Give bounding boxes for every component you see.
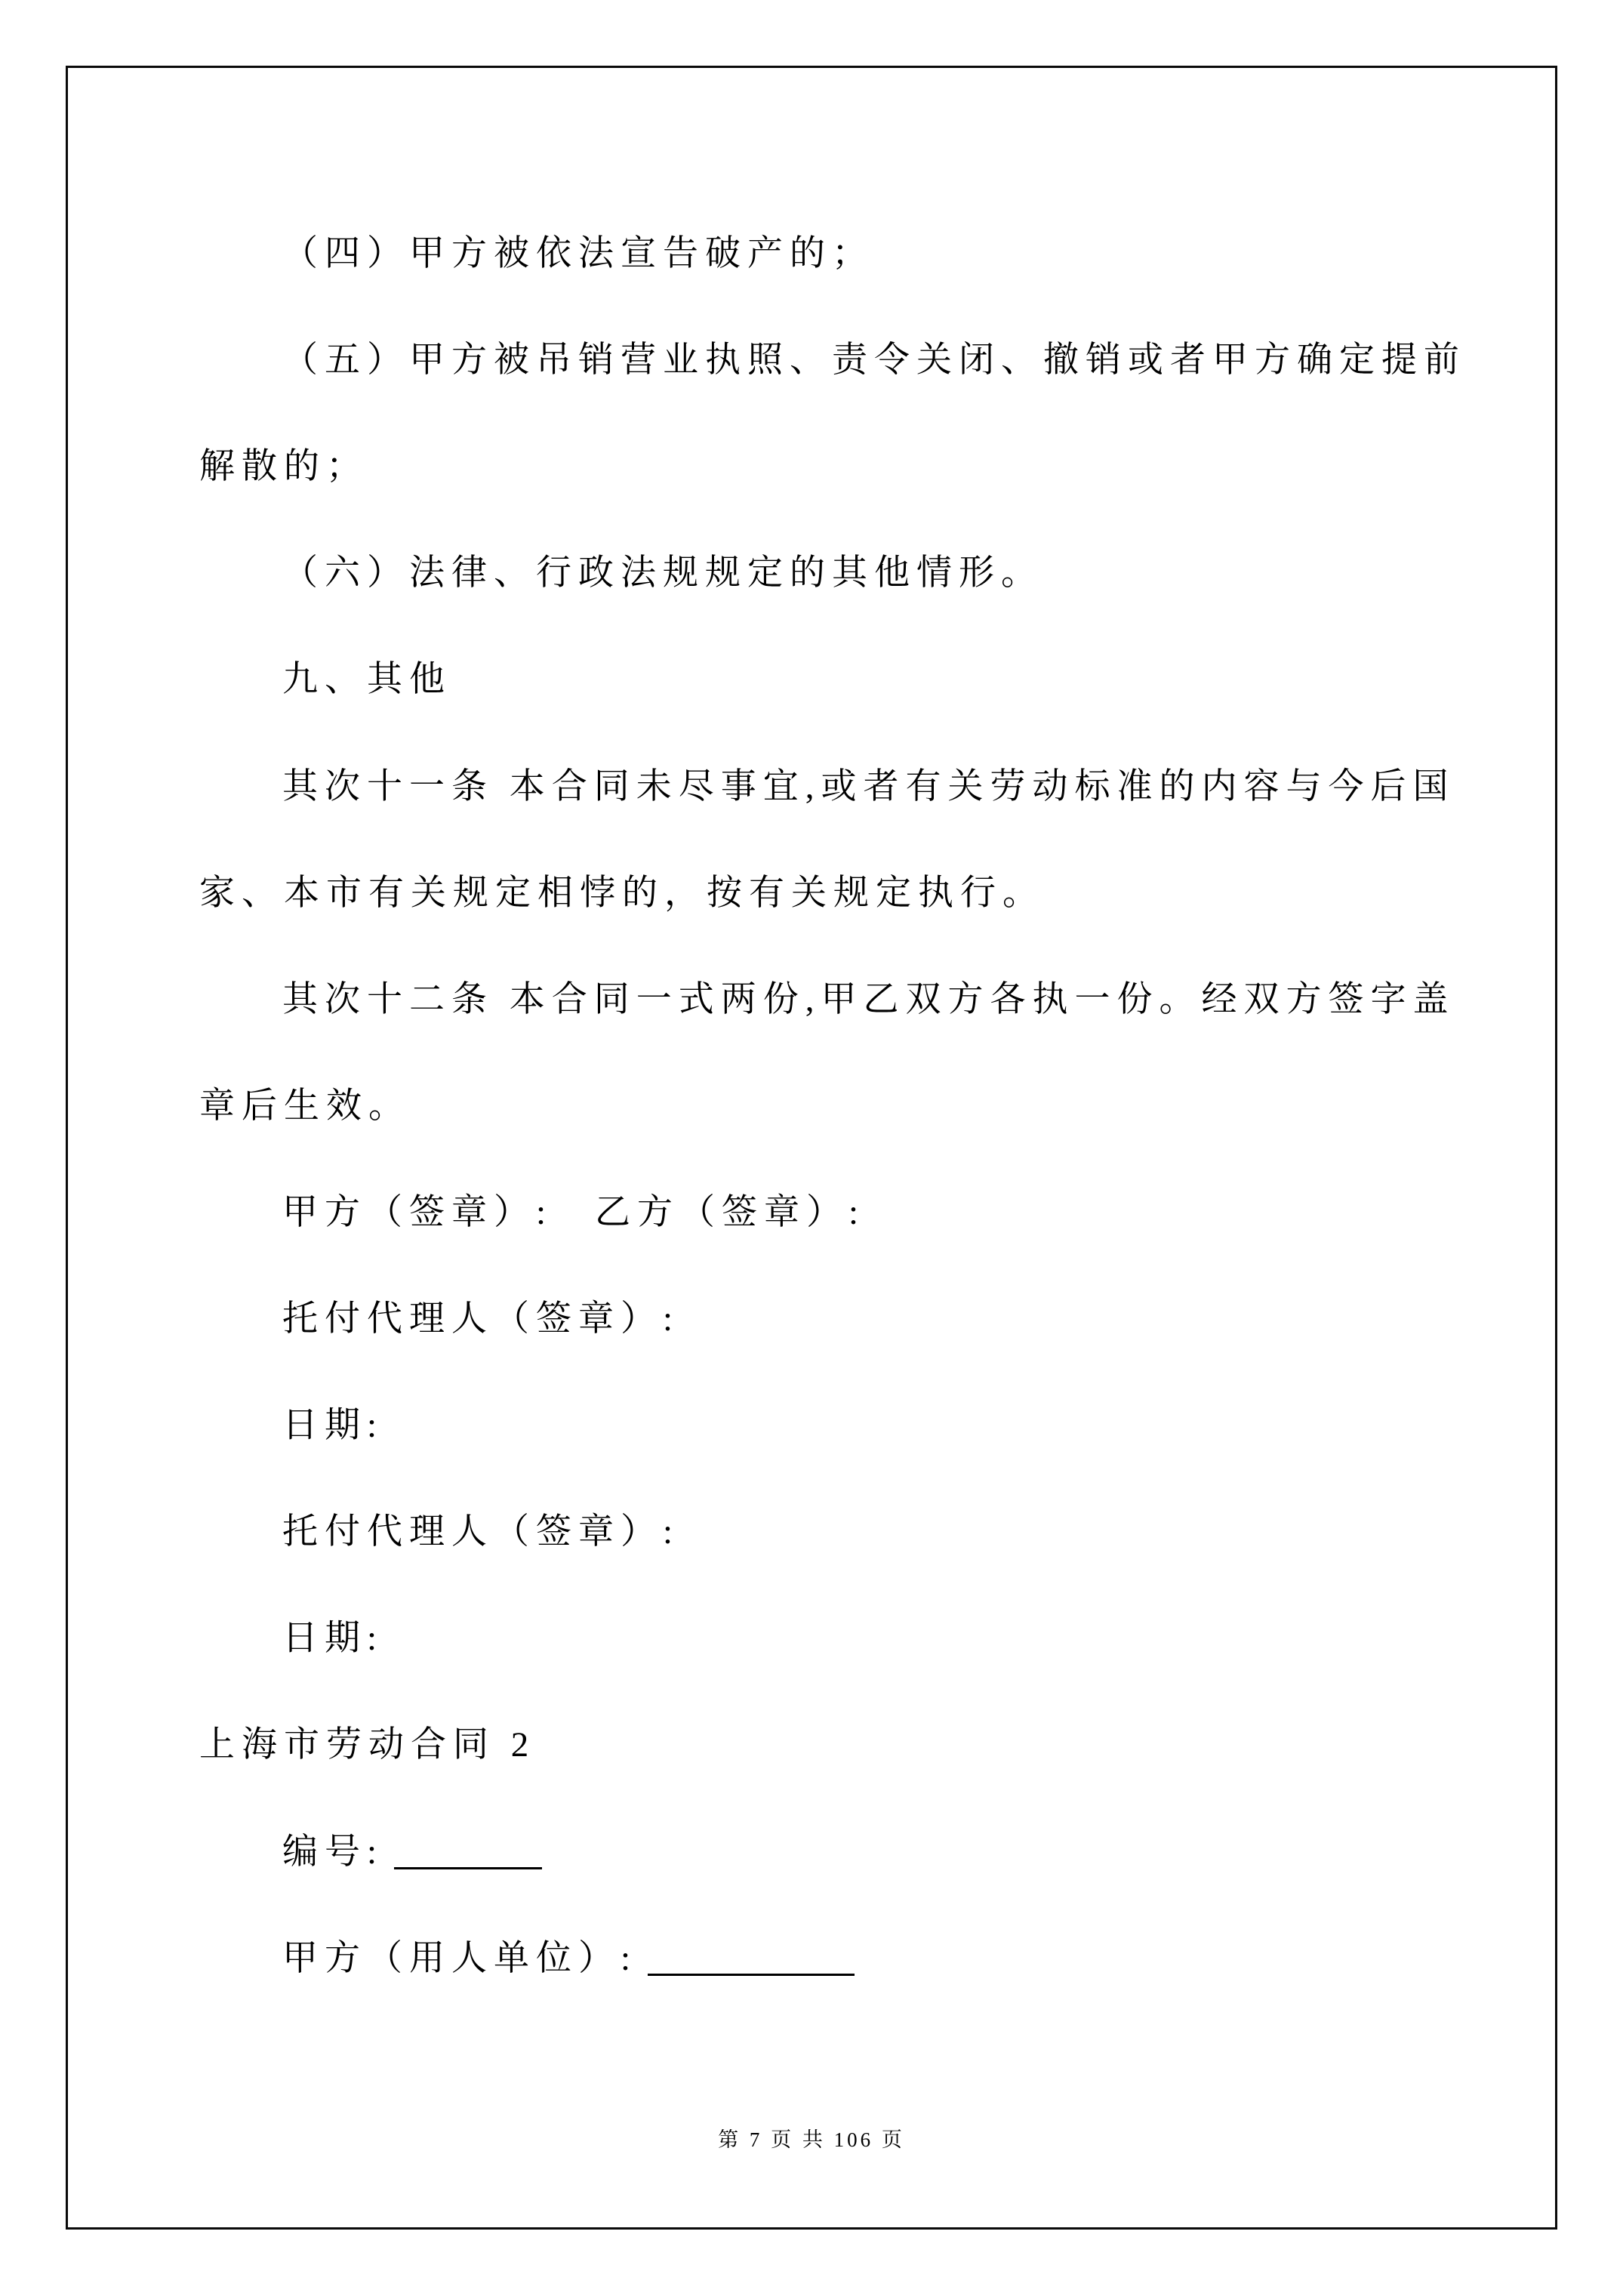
text-line: 其次十一条 本合同未尽事宜,或者有关劳动标准的内容与今后国 — [282, 767, 1455, 806]
text-line: 日期: — [282, 1619, 384, 1658]
blank-underline — [648, 1974, 855, 1976]
text-line: 托付代理人（签章）: — [282, 1299, 680, 1339]
text-line: （五）甲方被吊销营业执照、责令关闭、撤销或者甲方确定提前 — [282, 341, 1466, 380]
text-line: 其次十二条 本合同一式两份,甲乙双方各执一份。经双方签字盖 — [282, 980, 1455, 1019]
text-line: 解散的； — [199, 447, 368, 486]
text-line: 编号: — [282, 1829, 542, 1875]
text-line: 托付代理人（签章）: — [282, 1512, 680, 1552]
blank-underline — [394, 1867, 542, 1869]
text-line: 甲方（用人单位）: — [282, 1935, 855, 1982]
page-footer: 第 7 页 共 106 页 — [718, 2128, 905, 2151]
text-line: 九、其他 — [282, 660, 451, 699]
text-line: 甲方（签章）: 乙方（签章）: — [282, 1193, 866, 1232]
text-line: （四）甲方被依法宣告破产的； — [282, 234, 874, 273]
text-line: 家、本市有关规定相悖的，按有关规定执行。 — [199, 874, 1045, 913]
page-border — [66, 66, 1557, 2230]
text-line: 章后生效。 — [199, 1086, 411, 1126]
text-line: 日期: — [282, 1406, 384, 1445]
text-line: （六）法律、行政法规规定的其他情形。 — [282, 553, 1043, 593]
text-line: 上海市劳动合同 2 — [199, 1725, 536, 1764]
